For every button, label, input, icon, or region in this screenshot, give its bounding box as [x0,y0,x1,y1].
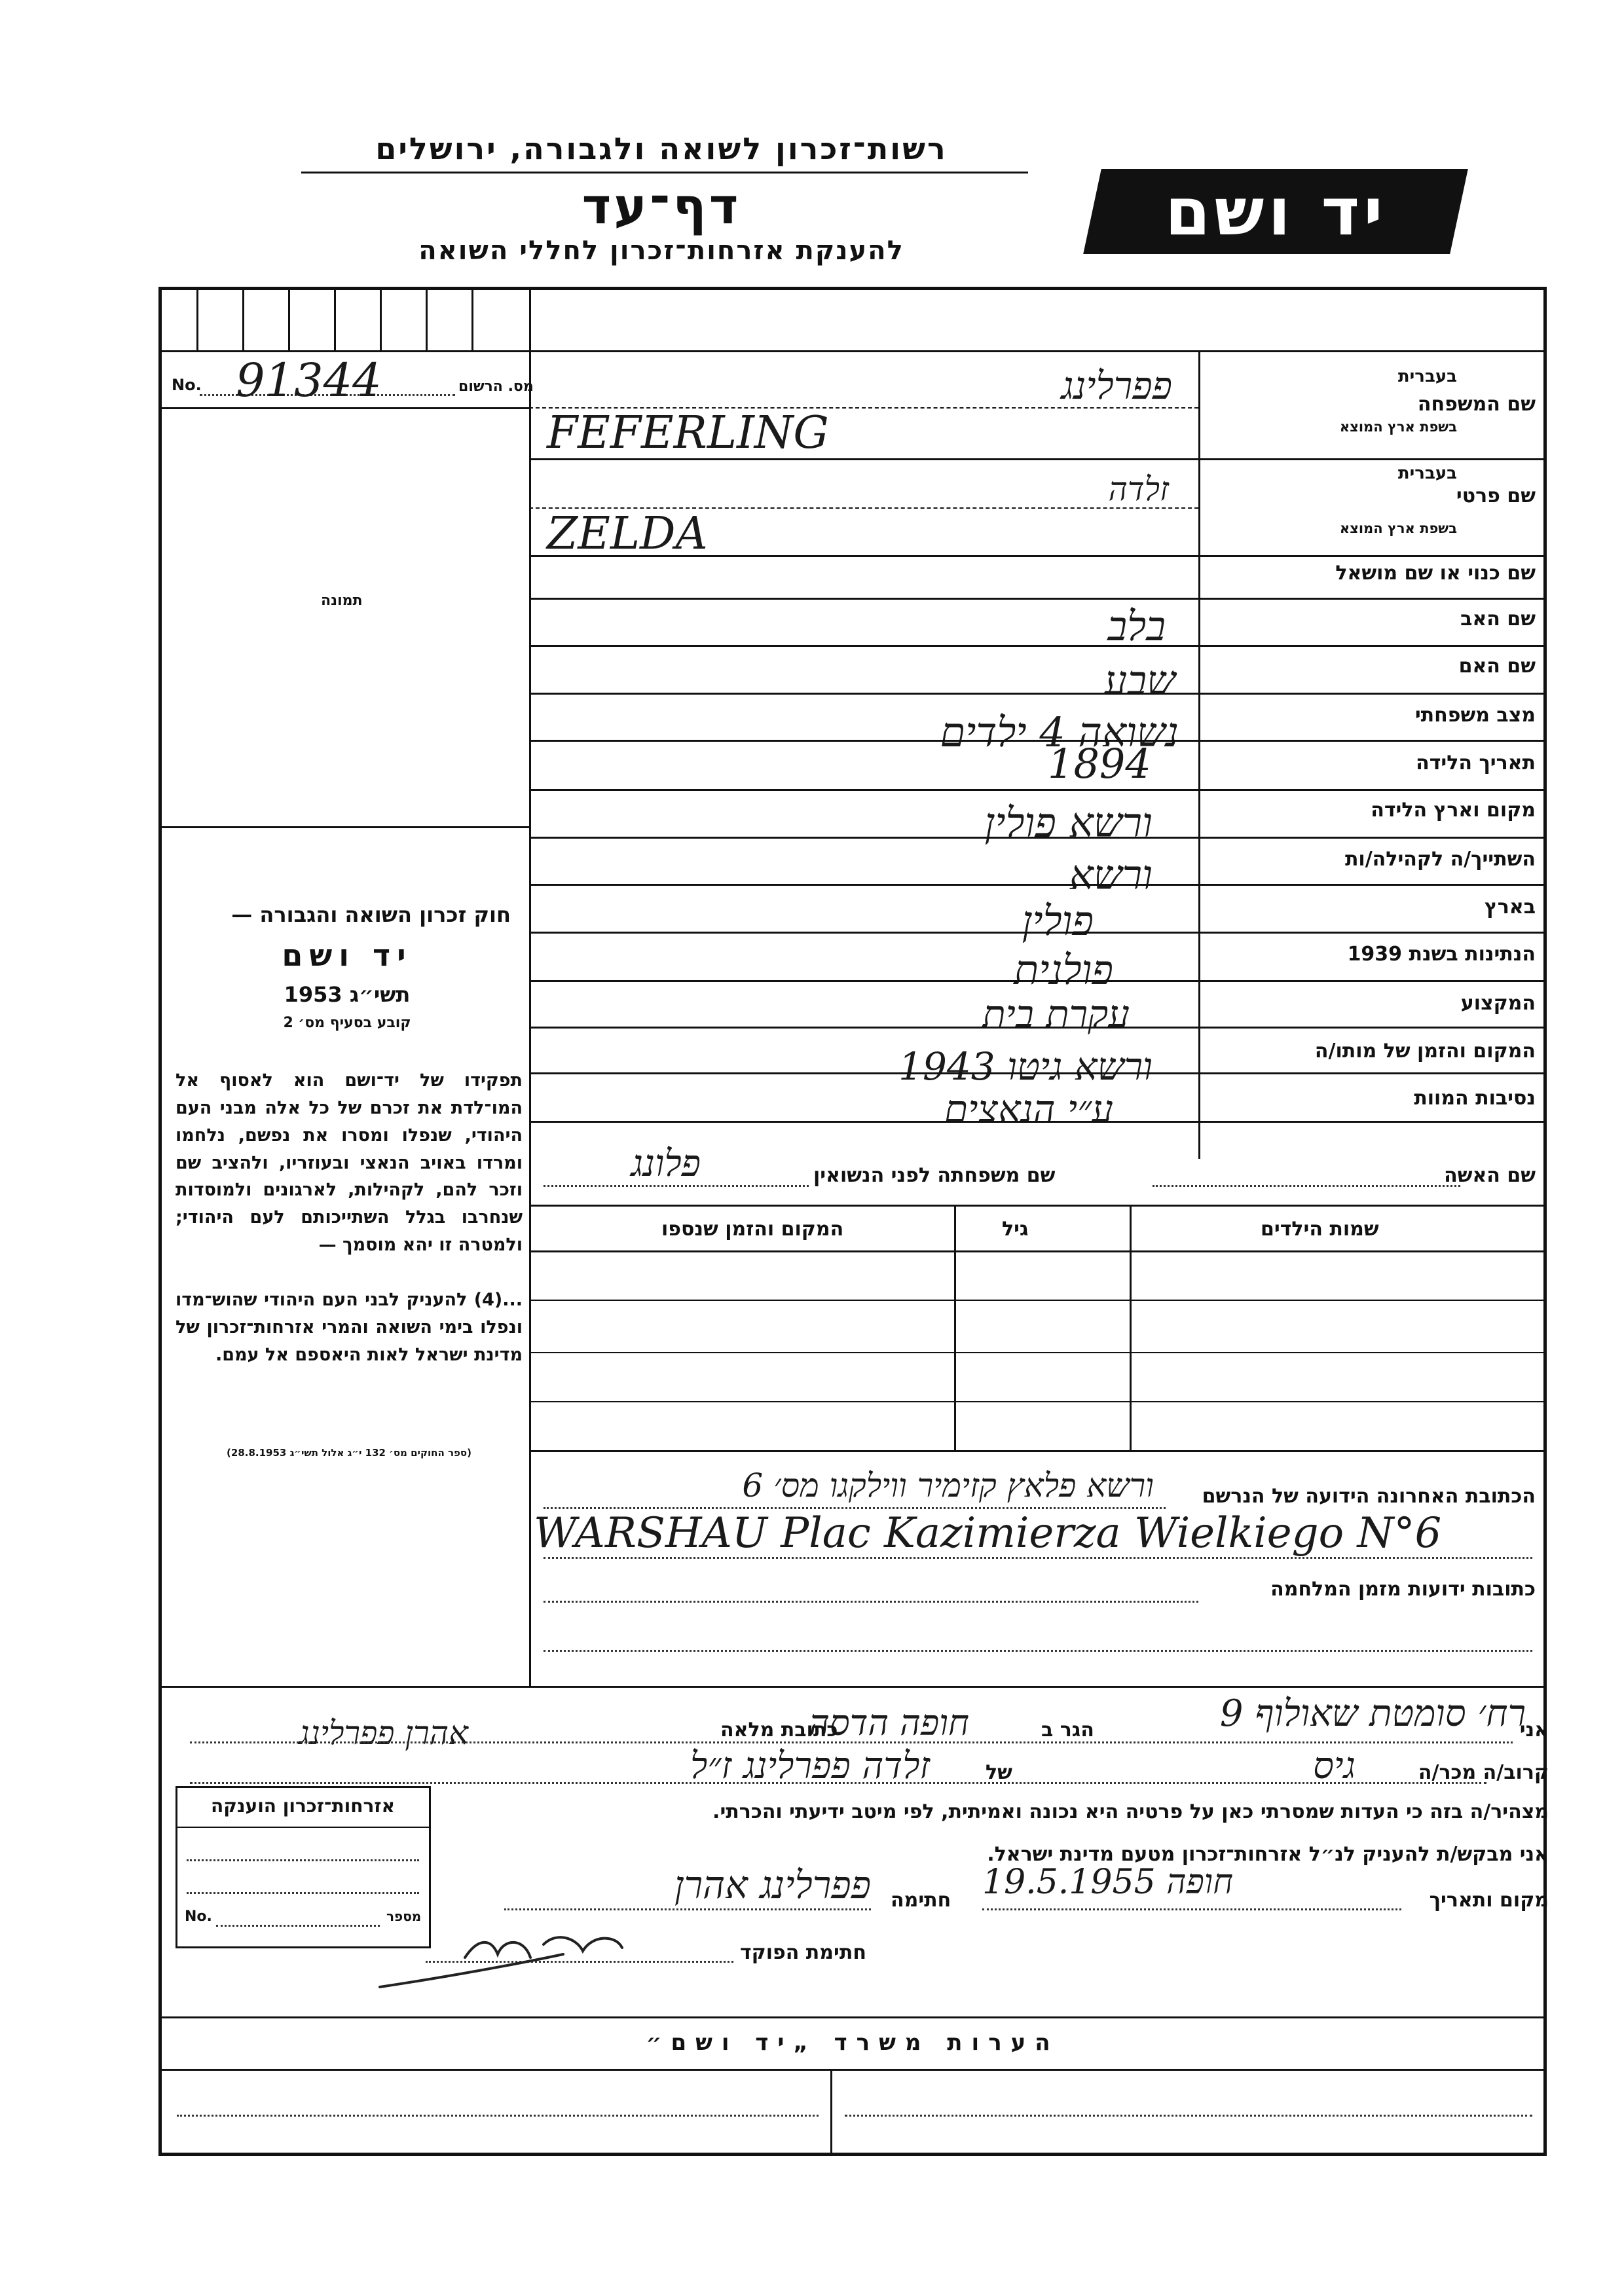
last-address-label: הכתובת האחרונה הידועה של הנרשם [1202,1485,1536,1508]
yad-vashem-logo [1083,169,1468,254]
grant-box-no-label: No. [185,1908,212,1925]
marital-label: מצב משפחתי [1414,704,1536,727]
relation-label: קרוב/ה מכר/ה [1418,1761,1549,1784]
of-label: של [986,1761,1012,1784]
law-year: תשי״ג 1953 [284,982,411,1007]
maiden-name-label: שם משפחתה לפני הנשואין [813,1164,1056,1187]
community: ורשא [1069,851,1153,899]
law-heading: חוק זכרון השואה והגבורה — [231,902,511,927]
birth-date: 1894 [1048,740,1151,788]
firstname-hebrew: זלדה [1108,470,1169,508]
firstname-origin-tag: בשפת ארץ המוצא [1339,520,1457,536]
profession: עקרת בית [982,992,1130,1036]
form-title: דף־עד [581,177,741,235]
grant-box-title: אזרחות־זכרון הוענקה [211,1795,395,1817]
country: פולין [1022,897,1094,945]
nickname-label: שם כנוי או שם מושאל [1335,562,1536,585]
law-paragraph-1: תפקידו של יד־ושם הוא לאסוף אל המו־לדת את זכרם של כל אלה מבני העם היהודי, שנפלו ומסרו את נפשם, נלחמו ומרדו באויב הנאצי ובעוזריו, ולהציב שם וזכר להם, לקהילות, לארגונים ולמוסדות שנחרבו בגלל השתייכותם לעם היהודי; ולמטרה זו יהא מוסמך — [175,1070,523,1256]
of-name: זלדה פפרלינג ז״ל [690,1745,930,1787]
marital-status: נשואה 4 ילדים [940,708,1179,756]
father-label: שם האב [1460,608,1536,630]
office-notes-title: הערות משרד „יד ושם״ [646,2030,1060,2056]
law-section: קובע בסעיף מס׳ 2 [283,1015,411,1031]
children-age-header: גיל [1002,1218,1029,1241]
wife-label: שם האשה [1444,1164,1536,1187]
law-source: (ספר החוקים מס׳ 132 י״ג אלול תשי״ג 28.8.1953) [227,1447,471,1459]
photo-label: תמונה [321,592,363,609]
country-label: בארץ [1484,896,1536,919]
surname-hebrew-tag: בעברית [1397,367,1457,386]
officer-signature-label: חתימת הפוקד [740,1941,866,1964]
declarant-full-address: רח׳ סומטת שאולוף 9 [1219,1692,1526,1735]
declarant-i-label: אני [1519,1719,1549,1741]
grant-box-number-label: מספר [386,1908,422,1924]
firstname-origin: ZELDA [547,508,708,560]
circumstances-label: נסיבות המוות [1414,1087,1536,1110]
authority-title: רשות־זכרון לשואה ולגבורה, ירושלים [375,131,948,166]
full-address-label: כתובת מלאה [720,1719,838,1741]
firstname-hebrew-tag: בעברית [1397,464,1457,483]
resident-label: הגר ב [1041,1719,1094,1741]
wife-maiden-name: פלונג [631,1142,701,1185]
nationality-label: הנתינות בשנת 1939 [1347,943,1536,966]
circumstances: ע״י הנאצים [944,1087,1113,1131]
logo-text: יד ושם [1164,173,1387,250]
request-text: אני מבקש/ת להעניק לנ״ל אזרחות־זכרון מטעם מדינת ישראל. [987,1843,1549,1866]
place-date-label: מקום ותאריך [1429,1889,1549,1912]
birth-place: ורשא פולין [984,799,1153,847]
surname-origin-tag: בשפת ארץ המוצא [1339,419,1457,435]
father-name: בלב [1107,602,1166,650]
signature-label: חתימה [891,1889,951,1912]
registration-label: מס. הרשום [458,378,534,395]
registration-number: 91344 [236,354,382,407]
birthplace-label: מקום וארץ הלידה [1371,799,1536,822]
death-label: המקום והזמן של מותו/ה [1314,1040,1536,1063]
surname-origin: FEFERLING [547,407,829,459]
nationality: פולנית [1014,946,1113,994]
death-place-time: ורשא גיטו 1943 [898,1044,1153,1089]
surname-hebrew: פפרלינג [1061,363,1172,408]
law-paragraph-2: ...(4) להעניק לבני העם היהודי שהוש־מדו ונפלו בימי השואה והמרי אזרחות־זכרון של מדינת ישראל לאות היאספם אל עמם. [175,1290,523,1365]
community-label: השתייך/ה לקהילה/ות [1344,848,1536,871]
declarant-name: אהרן פפרלינג [299,1714,468,1752]
firstname-label: שם פרטי [1456,484,1536,507]
mother-label: שם האם [1458,655,1536,678]
form-subtitle: להענקת אזרחות־זכרון לחללי השואה [418,236,904,266]
law-name: יד ושם [282,938,413,973]
children-names-header: שמות הילדים [1261,1218,1379,1241]
registration-no-label: No. [172,376,202,394]
wartime-address-label: כתובות ידועות מזמן המלחמה [1270,1578,1536,1601]
signature: פפרלינג אהרן [674,1863,871,1907]
last-address-origin: WARSHAU Plac Kazimierza Wielkiego N°6 [534,1509,1442,1558]
declaration-text: מצהיר/ה בזה כי העדות שמסרתי כאן על פרטיה היא נכונה ואמיתית, לפי מיטב ידיעתי והכרתי. [712,1800,1549,1823]
place-date: חופה 19.5.1955 [982,1863,1233,1902]
profession-label: המקצוע [1460,992,1536,1015]
declarant-city: חופה הדסה [809,1702,969,1743]
birthdate-label: תאריך הלידה [1416,752,1536,774]
relation: גיס [1312,1745,1356,1787]
last-address-hebrew: ורשא פלאץ קזימיר ווילקגו מס׳ 6 [742,1467,1154,1504]
children-death-header: המקום והזמן שנספו [661,1218,844,1241]
surname-label: שם המשפחה [1417,393,1536,416]
mother-name: שבע [1104,657,1175,704]
